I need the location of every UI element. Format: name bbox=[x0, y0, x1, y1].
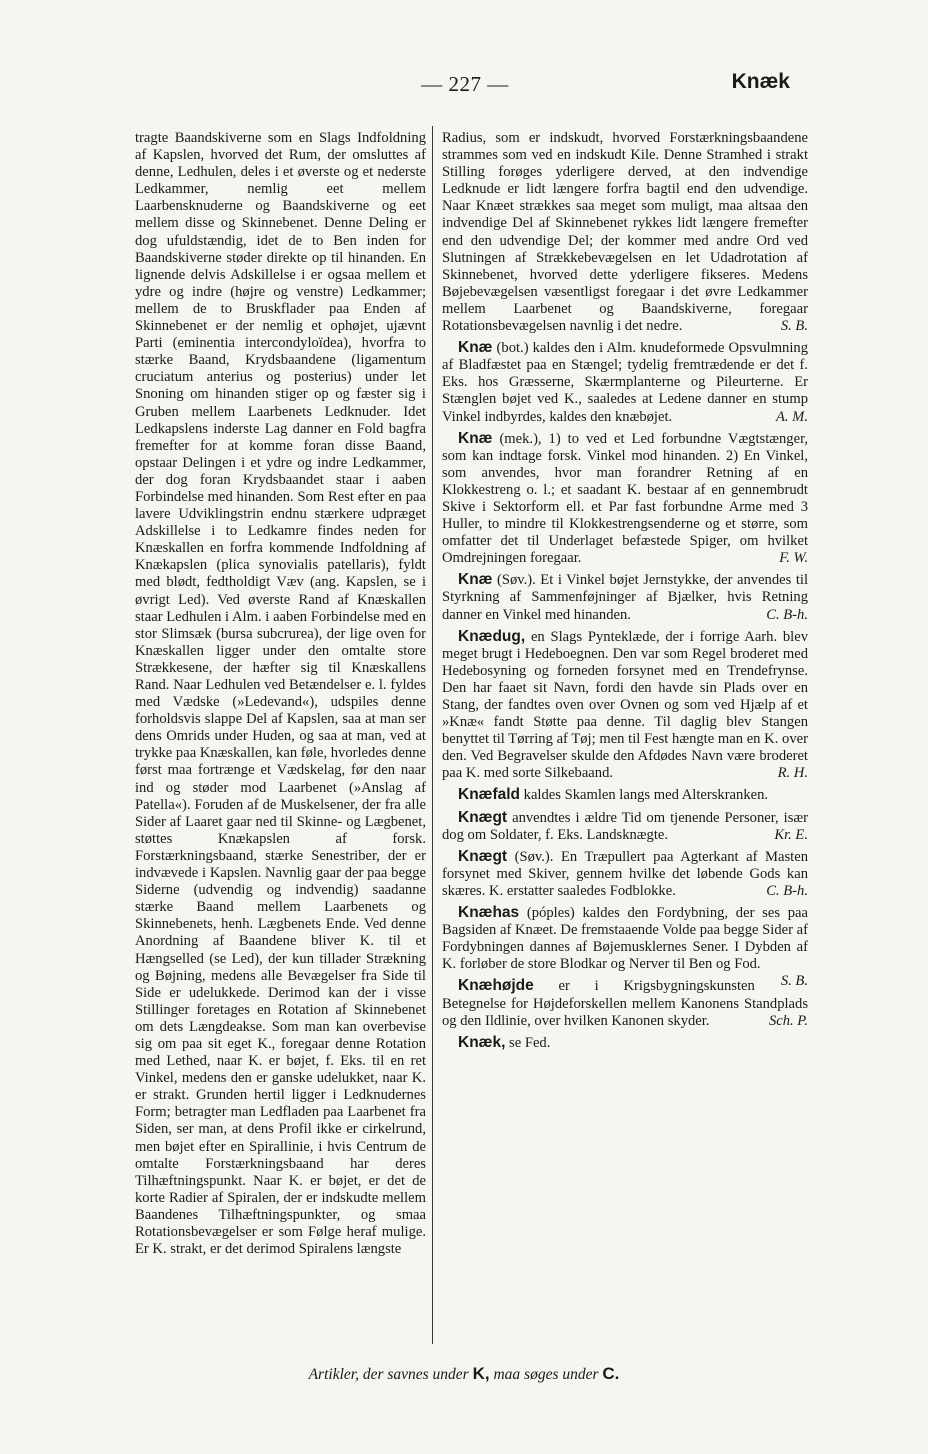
entry-signature: A. M. bbox=[775, 408, 808, 425]
continuation-signature: S. B. bbox=[780, 318, 808, 335]
continuation-text: Radius, som er indskudt, hvorved Forstærkningsbaandene strammes som ved en indskudt Kile. Denne Stramhed i strakt Stilling forøges yderligere derved, at den indvendige Ledknude er lidt længere forfra bagtil end den udvendige. Naar Knæet strækkes saa meget som muligt, maa altsaa den indvendige Del af Skinnebenet rykkes lidt længere fremefter end den udvendige Del; der kommer med andre Ord ved Slutningen af Strækkebevægelsen en let Udadrotation af Skinnebenet, hvorved dette yderligere fikseres. Medens Bøjebevægelsen væsentligst foregaar i det øvre Ledkammer mellem Laarbenet og Baandskiverne, foregaar Rotationsbevægelsen navnlig i det nedre. bbox=[442, 130, 808, 335]
entry-knae-mek bbox=[442, 430, 808, 568]
right-column bbox=[442, 130, 808, 1052]
entry-knaegt-sov bbox=[442, 848, 808, 900]
page-number: — 227 — bbox=[421, 72, 509, 96]
running-head: Knæk bbox=[731, 70, 790, 93]
entry-signature: Sch. P. bbox=[768, 1012, 808, 1029]
entry-headword: Knæ bbox=[458, 339, 493, 357]
entry-text: (Søv.). En Træpullert paa Agterkant af Masten forsynet med Skiver, gennem hvilke det løbende Gods kan skæres. K. erstatter saaledes Fodblokke. bbox=[442, 848, 808, 899]
entry-headword: Knægt bbox=[458, 847, 508, 865]
entry-text: (mek.), 1) to ved et Led forbundne Vægtstænger, som kan indtage forsk. Vinkel mod hinanden. 2) En Vinkel, som anvendes, hvor man forandrer Retning af en Klokkestreng o. l.; et saadant K. bestaar af en gennembrudt Skive i Sektorform ell. et Par fast forbundne Arme med 3 Huller, to mindre til Klokkestrengsenderne og et større, som omfatter det til Underlaget befæstede Spiger, om hvilket Omdrejningen foregaar. bbox=[442, 430, 808, 567]
footer-letter-k: K, bbox=[472, 1364, 490, 1383]
entry-signature: F. W. bbox=[779, 550, 808, 567]
entry-knae-bot bbox=[442, 339, 808, 425]
entry-knaefald bbox=[442, 786, 808, 804]
entry-headword: Knægt bbox=[458, 808, 508, 826]
entry-text: kaldes Skamlen langs med Alterskranken. bbox=[523, 787, 769, 804]
entry-headword: Knæk, bbox=[458, 1033, 506, 1051]
entry-knae-sov bbox=[442, 571, 808, 623]
entry-knaek bbox=[442, 1034, 808, 1052]
footer-text-middle: maa søges under bbox=[493, 1366, 599, 1383]
entry-headword: Knædug, bbox=[458, 627, 526, 645]
entry-headword: Knæ bbox=[458, 429, 493, 447]
entry-text: en Slags Pynteklæde, der i forrige Aarh. blev meget brugt i Hedeboegnen. Den var som Regel broderet med Hedebosyning og forneden forsynet med en Trendefrynse. Den har faaet sit Navn, fordi den havde sin Plads over en Stang, der fandtes oven over Ovnen og som ved Hjælp af et »Knæ« fandt Støtte paa denne. Til daglig blev Stangen benyttet til Tørring af Tøj; men til Fest hængte man en K. over den. Ved Begravelser skulde den Afdødes Navn være broderet paa K. med sorte Silkebaand. bbox=[442, 628, 808, 782]
entry-headword: Knæhas bbox=[458, 904, 520, 922]
entry-headword: Knæfald bbox=[458, 786, 520, 804]
entry-text: er i Krigsbygningskunsten Betegnelse for Højdeforskellen mellem Kanonens Standplads og den Ildlinie, over hvilken Kanonen skyder. bbox=[442, 978, 808, 1029]
entry-text: (póples) kaldes den Fordybning, der ses paa Bagsiden af Knæet. De fremstaaende Volde paa begge Sider af Fordybningen dannes af Bøjemusklernes Sener. I Dybden af K. forløber de store Blodkar og Nerver til Ben og Fod. bbox=[442, 905, 809, 973]
entry-knaedug bbox=[442, 628, 808, 783]
entry-headword: Knæ bbox=[458, 571, 493, 589]
entry-signature: Kr. E. bbox=[774, 826, 808, 843]
entry-text: anvendtes i ældre Tid om tjenende Personer, især dog om Soldater, f. Eks. Landsknægte. bbox=[442, 809, 808, 843]
entry-text: (bot.) kaldes den i Alm. knudeformede Opsvulmning af Bladfæstet paa en Stængel; tydelig fremtrædende er det f. Eks. hos Græsserne, Skærmplanterne og Pileurterne. Er Stænglen bøjet ved K., saaledes at Ledene danner en stump Vinkel indbyrdes, kaldes den knæbøjet. bbox=[442, 340, 808, 425]
entry-signature: S. B. bbox=[780, 973, 808, 990]
entry-signature: R. H. bbox=[777, 765, 808, 782]
footer-letter-c: C. bbox=[602, 1364, 620, 1383]
page-header bbox=[140, 70, 790, 100]
entry-signature: C. B-h. bbox=[766, 606, 808, 623]
left-column bbox=[135, 130, 426, 1258]
entry-headword: Knæhøjde bbox=[458, 977, 534, 995]
entry-text: se Fed. bbox=[509, 1034, 551, 1051]
entry-knaehojde bbox=[442, 977, 808, 1029]
column-divider bbox=[432, 126, 433, 1344]
continuation-paragraph bbox=[442, 130, 808, 335]
footer-text-before: Artikler, der savnes under bbox=[308, 1366, 469, 1383]
entry-knaegt bbox=[442, 809, 808, 844]
page-footer-note bbox=[0, 1364, 928, 1384]
entry-text: (Søv.). Et i Vinkel bøjet Jernstykke, der anvendes til Styrkning af Sammenføjninger af Bjælker, hvis Retning danner en Vinkel med hinanden. bbox=[442, 572, 808, 623]
left-column-text: tragte Baandskiverne som en Slags Indfoldning af Kapslen, hvorved det Rum, der omsluttes af denne, Ledhulen, deles i et øverste og et nederste Ledkammer, nemlig eet mellem Laarbensknuderne og Baandskiverne og eet mellem disse og Skinnebenet. Denne Deling er dog ufuldstændig, idet de to Ben inden for Baandskiverne støder direkte op til hinanden. En lignende delvis Adskillelse i er ogsaa mellem et ydre og indre (højre og venstre) Ledkammer; mellem de to Bruskflader paa Enden af Skinnebenet er der nemlig et ophøjet, ujævnt Parti (eminentia intercondyloïdea), hvorfra to stærke Baand, Krydsbaandene (ligamentum cruciatum anterius og posterius) under let Snoning om hinanden stiger op og fæster sig i Gruben mellem Laarbenets Ledknuder. Idet Ledkapslens inderste Lag danner en Fold bagfra fremefter for at komme foran disse Baand, opstaar Delingen i et ydre og indre Ledkammer, der dog foran Krydsbaandet staar i aaben Forbindelse med hinanden. Som Rest efter en paa lavere Udviklingstrin endnu stærkere udpræget Adskillelse i to Ledkamre findes neden for Knæskallen en forfra kommende Indfoldning af Knækapslen (plica synovialis patellaris), fyldt med blødt, fedtholdigt Væv (ang. Kapslen, se i øvrigt Led). Ved øverste Rand af Knæskallen staar Ledhulen i Alm. i aaben Forbindelse med en stor Slimsæk (bursa subcrurea), der lige oven for Knæskallen ligger under den omtalte store Strækkesene, der hæfter sig til Knæskallens Rand. Naar Ledhulen ved Betændelser e. l. fyldes med Vædske (»Ledevand«), udspiles denne forholdsvis slappe Del af Kapslen, saa at man ser dens Omrids under Huden, og saa at man, ved at trykke paa Knæskallen, kan føle, hvorledes denne først maa fortrænge et Vædskelag, før den naar ind og støder mod Laarbenet (»Anslag af Patella«). Foruden af de Muskelsener, der fra alle Sider af Laaret gaar ned til Skinne- og Lægbenet, støttes Knækapslen af forsk. Forstærkningsbaand, stærke Senestriber, der er indvævede i Kapslen. Navnlig gaar der paa begge Siderne (udvendig og indvendig) saadanne stærke Baand mellem Laarbenets og Skinnebenets, henh. Lægbenets Ende. Ved denne Anordning af Baandene bliver K. til et Hængselled (se Led), der kun tillader Strækning og Bøjning, medens alle Bevægelser fra Side til Side er udelukkede. Derimod kan der i visse Stillinger foretages en Rotation af Skinnebenet om dets Længdeakse. Som man kan overbevise sig om paa sit eget K., foregaar denne Rotation med Lethed, naar K. er bøjet, f. Eks. til en ret Vinkel, medens den er ganske udelukket, naar K. er strakt. Grunden hertil ligger i Ledknudernes Form; betragter man Ledfladen paa Laarbenet fra Siden, ser man, at dens Profil ikke er cirkelrund, men bøjet efter en Spirallinie, i hvis Centrum de omtalte Forstærkningsbaand har deres Tilhæftningspunkt. Naar K. er bøjet, er det de korte Radier af Spiralen, der er indskudte mellem Baandenes Tilhæftningspunkter, og smaa Rotationsbevægelser er som Følge heraf mulige. Er K. strakt, er det derimod Spiralens længste bbox=[135, 130, 426, 1258]
entry-signature: C. B-h. bbox=[766, 882, 808, 899]
